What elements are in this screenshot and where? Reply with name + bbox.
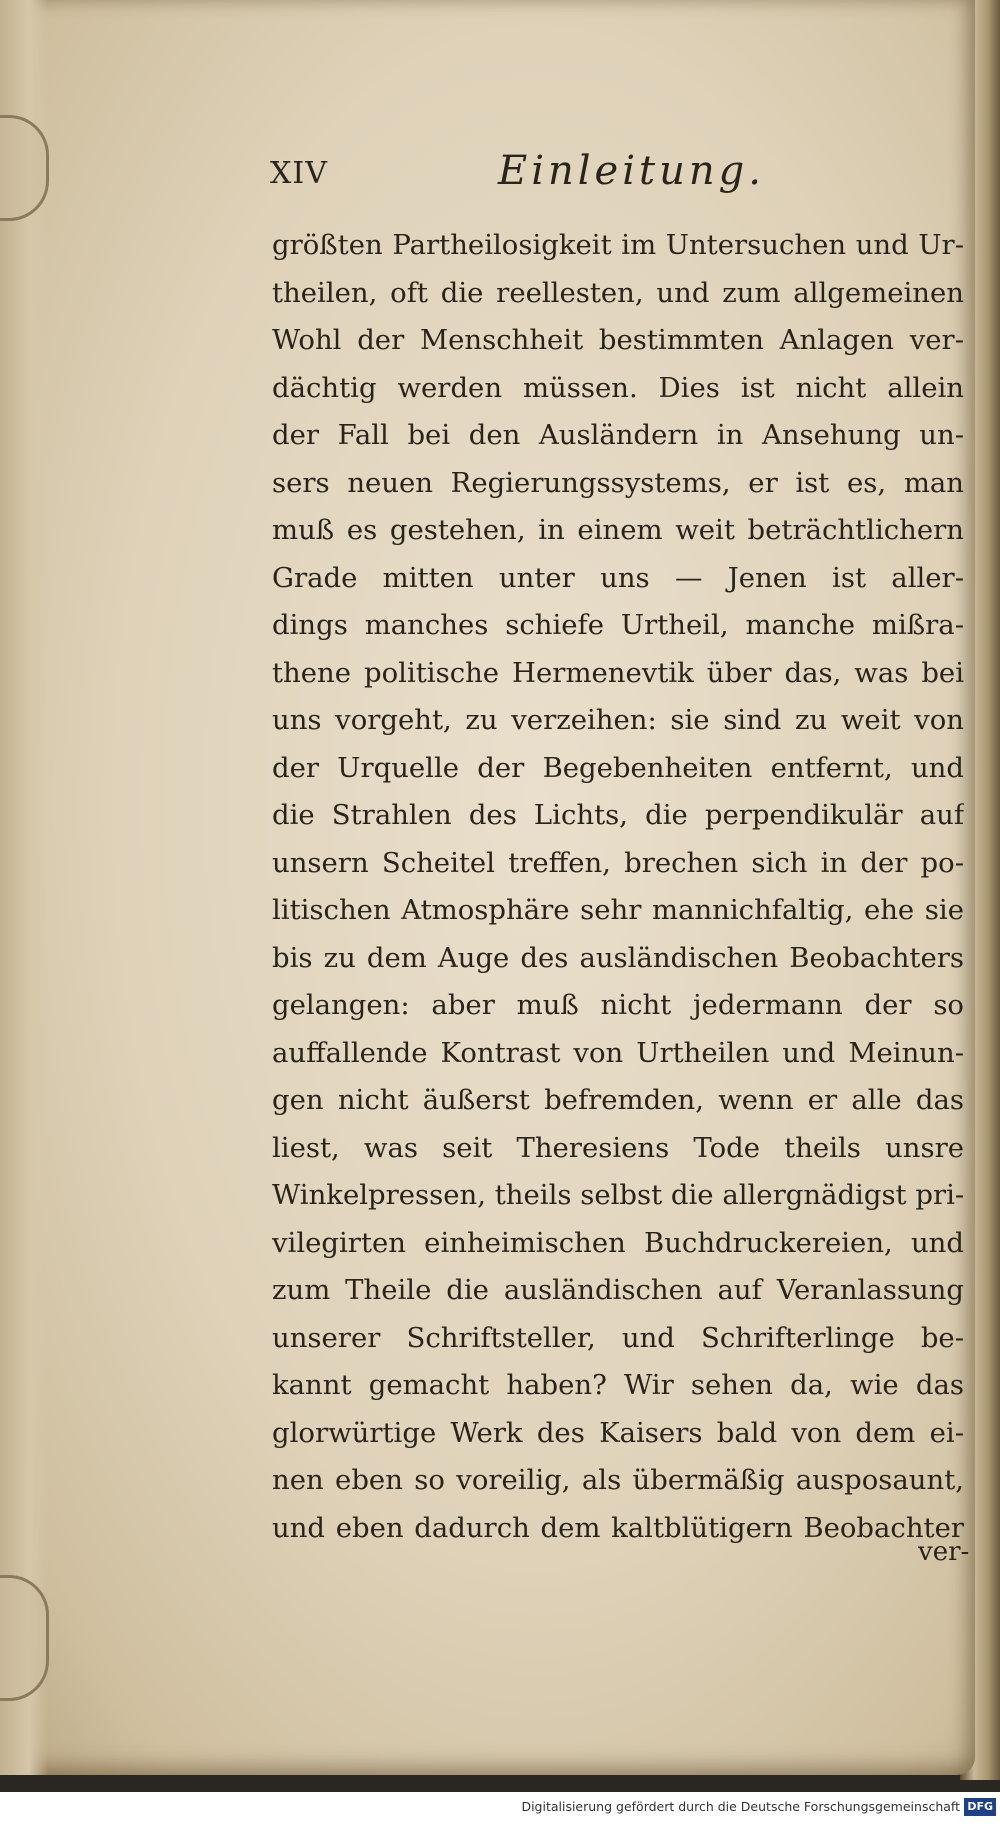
page-header xyxy=(270,148,770,208)
text-line: Grade mitten unter uns — Jenen ist aller- xyxy=(272,561,964,594)
text-line: Wohl der Menschheit bestimmten Anlagen ver- xyxy=(272,324,964,356)
text-line: glorwürtige Werk des Kaisers bald von dem ei- xyxy=(272,1416,964,1449)
text-line: dächtig werden müssen. Dies ist nicht allein xyxy=(272,371,964,404)
text-line: nen eben so voreilig, als übermäßig ausposaunt, xyxy=(272,1464,964,1496)
attribution-bar xyxy=(0,1792,1000,1824)
text-line: muß es gestehen, in einem weit beträchtlichern xyxy=(272,514,964,546)
text-line: gen nicht äußerst befremden, wenn er alle das xyxy=(272,1084,964,1116)
text-line: uns vorgeht, zu verzeihen: sie sind zu weit von xyxy=(272,704,964,736)
text-line: gelangen: aber muß nicht jedermann der so xyxy=(272,989,964,1021)
binding-clip-bottom xyxy=(0,1575,49,1701)
text-line: der Urquelle der Begebenheiten entfernt, und xyxy=(272,751,964,784)
text-line: unsern Scheitel treffen, brechen sich in der po- xyxy=(272,846,964,879)
page-number: XIV xyxy=(270,156,328,191)
dfg-logo: DFG xyxy=(964,1798,996,1816)
text-line: liest, was seit Theresiens Tode theils unsre xyxy=(272,1131,964,1164)
text-line: bis zu dem Auge des ausländischen Beobachters xyxy=(272,941,964,974)
text-line: Winkelpressen, theils selbst die allergnädigst pri- xyxy=(272,1179,964,1211)
text-line: kannt gemacht haben? Wir sehen da, wie das xyxy=(272,1369,964,1401)
text-line: sers neuen Regierungssystems, er ist es, man xyxy=(272,466,964,499)
text-line: zum Theile die ausländischen auf Veranlassung xyxy=(272,1274,964,1306)
text-line: vilegirten einheimischen Buchdruckereien, und xyxy=(272,1226,964,1259)
funding-credit: Digitalisierung gefördert durch die Deutsche Forschungsgemeinschaft xyxy=(521,1799,960,1814)
text-line: litischen Atmosphäre sehr mannichfaltig, ehe sie xyxy=(272,894,964,926)
text-line: und eben dadurch dem kaltblütigern Beobachter xyxy=(272,1511,964,1544)
text-line: theilen, oft die reellesten, und zum allgemeinen xyxy=(272,276,964,309)
body-text xyxy=(272,222,972,1552)
text-line: die Strahlen des Lichts, die perpendikulär auf xyxy=(272,799,964,831)
page-gutter-shadow xyxy=(0,0,48,1775)
text-line: thene politische Hermenevtik über das, was bei xyxy=(272,656,964,689)
text-line: der Fall bei den Ausländern in Ansehung un- xyxy=(272,419,964,451)
catchword: ver- xyxy=(918,1537,970,1567)
running-title: Einleitung. xyxy=(498,148,765,194)
text-line: größten Partheilosigkeit im Untersuchen und Ur- xyxy=(272,229,964,261)
text-line: unserer Schriftsteller, und Schrifterlinge be- xyxy=(272,1321,964,1354)
text-line: dings manches schiefe Urtheil, manche mißra- xyxy=(272,609,964,641)
text-line: auffallende Kontrast von Urtheilen und Meinun- xyxy=(272,1036,964,1069)
